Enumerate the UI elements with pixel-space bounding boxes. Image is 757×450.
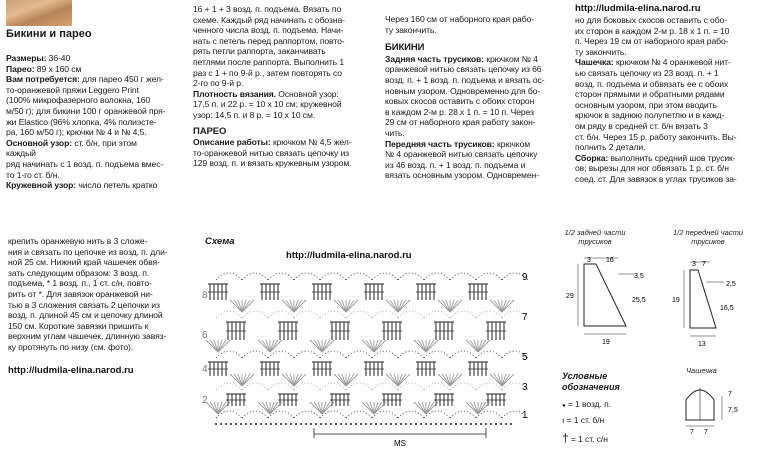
foundation-chain [230,423,232,425]
foundation-chain [460,423,462,425]
fan-stitch [262,340,270,352]
base-line: то 1-го ст. б/н. [6,169,60,180]
chart-marks [206,273,528,425]
foundation-chain [325,423,327,425]
foundation-chain [465,423,467,425]
front-dim: 19 [672,297,680,304]
need-line: для парео 450 г жел- [82,74,164,85]
back-dim: 19 [602,339,610,346]
foundation-chain [345,423,347,425]
bl-line: ной 25 см. Нижний край чашечек обвя- [8,257,160,268]
chain-arch [476,383,502,390]
back-part-label: Задняя часть трусиков: [385,53,485,64]
chain-arch [294,311,320,318]
row-number-7: 7 [522,312,528,323]
back-line: крючком № 4 [486,53,538,64]
chain-arch [320,383,346,390]
row-number-3: 3 [522,382,528,393]
foundation-chain [250,423,252,425]
column-2 [193,4,378,169]
col2-line: рять петли раппорта, заканчивать [193,46,326,57]
foundation-chain [260,423,262,425]
chain-arch [450,411,476,418]
front-piece-shape [690,270,716,328]
foundation-chain [330,423,332,425]
foundation-chain [310,423,312,425]
foundation-chain [295,423,297,425]
chain-arch [372,311,398,318]
chain-arch [294,411,320,418]
site-url-bottom: http://ludmila-elina.narod.ru [8,365,134,376]
back-line: чить. [385,127,405,138]
row-number-6: 6 [202,330,208,341]
lace-pattern-label: Кружевной узор: [6,180,77,191]
chain-arch [242,311,268,318]
fan-stitch [390,374,398,386]
col2-line: 16 + 1 + 3 возд. п. подъема. Вязать по [193,4,342,14]
chain-arch [398,383,424,390]
chain-arch [294,383,320,390]
row-number-8: 8 [202,290,208,301]
foundation-chain [305,423,307,425]
chain-arch [372,383,398,390]
col4-line: но для боковых скосов оставить с обо- [575,15,727,25]
foundation-chain [430,423,432,425]
foundation-chain [280,423,282,425]
foundation-chain [420,423,422,425]
chain-arch [398,311,424,318]
fan-stitch [442,300,450,312]
row-number-2: 2 [202,395,208,406]
cup-label: Чашечка: [575,57,614,68]
fan-stitch [338,374,346,386]
foundation-chain [255,423,257,425]
legend-item [562,397,611,413]
foundation-chain [350,423,352,425]
sizes-label: Размеры: [6,53,47,63]
chain-arch [450,311,476,318]
foundation-chain [370,423,372,425]
foundation-chain [475,423,477,425]
density-line: узор: 14,5 п. и 8 р. = 10 х 10 см. [193,109,316,120]
need-line: ра, 160 м/50 г); крючки № 4 и № 4,5. [6,127,147,138]
cup-line: основным узором, при этом вводить [575,99,717,110]
col2-line: раз с 1 + по 9-й р., затем повторять со [193,67,342,78]
chain-arch [216,383,242,390]
col2-line: схеме. Каждый ряд начинать с обозна- [193,14,345,25]
bl-line: возд. п. длиной 45 см и цепочку длиной [8,310,163,321]
chain-arch [346,311,372,318]
cup-dim: 7 [690,429,694,436]
foundation-chain [335,423,337,425]
fan-stitch [286,300,294,312]
foundation-chain [320,423,322,425]
need-line: (100% микрофазерного волокна, 160 [6,95,151,106]
page-title: Бикини и парео [6,28,92,40]
front-schematic [668,250,756,350]
foundation-chain [395,423,397,425]
col3-line: Через 160 см от наборного края рабо- [385,14,534,24]
chain-arch [398,411,424,418]
bl-line: рить от *. Для завязок оранжевой ни- [8,288,153,299]
legend-item [562,431,611,446]
cup-line: ом ряду в средней ст. б/н вязать 3 [575,120,708,131]
chain-arch [424,383,450,390]
foundation-chain [225,423,227,425]
legend-title [562,371,620,393]
chain-arch [450,273,476,280]
assembly-line: соед. ст. Для завязок в углах трусиков за- [575,173,737,184]
front-line: вязать основным узором. Одновремен- [385,170,539,181]
bl-line: крепить оранжевую нить в 3 сложе- [8,236,148,246]
sizes-value: 36-40 [48,53,71,63]
foundation-chain [470,423,472,425]
foundation-chain [265,423,267,425]
col4-line: п. Через 19 см от наборного края рабо- [575,36,729,47]
back-dim: 29 [566,293,574,300]
base-line: ряд начинать с 1 возд. п. подъема вмес- [6,158,164,169]
chain-arch [320,273,346,280]
foundation-chain [380,423,382,425]
need-line: то-оранжевой пряжи Leggero Print [6,84,139,95]
cup-line: сторон прямыми и обратными рядами [575,89,725,100]
foundation-chain [360,423,362,425]
density-line: 17,5 п. и 22 р. = 10 х 10 см; кружевной [193,99,342,110]
column-1 [6,53,168,191]
fan-stitch [470,340,478,352]
chain-arch [242,273,268,280]
chain-arch [268,351,294,358]
pareo-label: Парео: [6,63,35,74]
chain-arch [294,351,320,358]
model-photo [6,0,72,26]
front-line: из 46 возд. п. + 1 возд. п. подъема и [385,159,526,170]
chain-arch [450,383,476,390]
repeat-label: MS [394,439,406,448]
lace-line: число петель кратко [78,180,158,191]
foundation-chain [355,423,357,425]
front-line: № 4 оранжевой нитью связать цепочку [385,149,538,160]
base-pattern-label: Основной узор: [6,137,72,148]
pareo-value: 89 х 160 см [36,63,82,74]
foundation-chain [290,423,292,425]
legend-sc-text: = 1 ст. б/н [566,415,605,425]
cup-line: крючок в заднюю полупетлю и в кажд- [575,110,725,121]
front-dim: 13 [698,341,706,348]
cup-dim: 7 [728,391,732,398]
foundation-chain [495,423,497,425]
foundation-chain [315,423,317,425]
column-4 [575,15,755,185]
cup-line: крючком № 4 оранжевой нит- [615,57,731,68]
back-line: возд. п. + 1 возд. п. подъема и вязать ос- [385,74,545,85]
foundation-chain [340,423,342,425]
fan-stitch [494,300,502,312]
base-line: ст. б/н, при этом каждый [6,137,137,159]
col3-line: ту закончить. [385,24,437,35]
foundation-chain [450,423,452,425]
density-label: Плотность вязания. [193,88,276,99]
fan-stitch [314,402,322,414]
work-line: крючком № 4,5 жел- [272,137,352,148]
bl-line: подъема, * 1 возд. п., 1 ст. с/н, повто- [8,278,152,289]
legend-items [562,397,611,446]
cup-schematic-title: Чашечка [686,366,717,375]
chain-arch [320,311,346,318]
chain-arch [424,273,450,280]
legend-dc-symbol: † [562,431,569,445]
back-line: 29 см от наборного края работу закон- [385,117,536,128]
assembly-line: ов; вырезы для ног обвязать 1 р. ст. б/н [575,163,729,174]
site-url-top: http://ludmila-elina.narod.ru [575,3,701,14]
foundation-chain [415,423,417,425]
foundation-chain [245,423,247,425]
fan-stitch [494,374,502,386]
fan-stitch [418,340,426,352]
legend-item [562,413,611,427]
front-dim: 7 [702,261,706,268]
pareo-heading: ПАРЕО [193,125,227,137]
chain-arch [476,273,502,280]
chain-arch [424,311,450,318]
bl-line: ку протянуть по низу (см. фото). [8,341,134,352]
chain-arch [216,311,242,318]
foundation-chain [405,423,407,425]
foundation-chain [445,423,447,425]
row-number-1: 1 [522,410,528,421]
front-line: крючком [496,138,531,149]
foundation-chain [385,423,387,425]
chart-title: Схема [205,236,235,247]
fan-stitch [338,300,346,312]
chain-arch [268,311,294,318]
back-piece-shape [584,264,626,326]
back-dim: 25,5 [632,297,646,304]
bl-line: 150 см. Короткие завязки пришить к [8,320,149,331]
front-dim: 2,5 [726,281,736,288]
chain-arch [242,383,268,390]
chain-arch [216,273,242,280]
density-line: Основной узор: [278,88,339,99]
chain-arch [450,351,476,358]
front-part-label: Передняя часть трусиков: [385,138,495,149]
foundation-chain [455,423,457,425]
back-line: ковых скосов оставить с обоих сторон [385,96,535,107]
col4-line: ту закончить. [575,46,627,57]
legend-sc-symbol: ı [562,415,565,425]
legend-title-line2: обозначения [562,382,620,392]
foundation-chain [240,423,242,425]
legend-chain-text: = 1 возд. п. [567,399,611,409]
chain-arch [242,411,268,418]
foundation-chain [400,423,402,425]
back-dim: 3 [587,257,591,264]
back-dim: 16 [606,257,614,264]
foundation-chain [390,423,392,425]
legend-chain-symbol: ● [562,403,566,409]
back-dim: 3,5 [634,273,644,280]
row-number-4: 4 [202,364,208,375]
front-dim: 16,5 [720,305,734,312]
fan-stitch [210,402,218,414]
chain-arch [320,351,346,358]
cup-schematic [678,376,756,446]
foundation-chain [300,423,302,425]
fan-stitch [262,402,270,414]
chain-arch [476,311,502,318]
row-number-5: 5 [522,352,528,363]
foundation-chain [375,423,377,425]
need-line: жи Elastico (96% хлопка, 4% полиэсте- [6,116,157,127]
site-url-chart: http://ludmila-elina.narod.ru [286,250,412,261]
chain-arch [346,411,372,418]
fan-stitch [418,402,426,414]
foundation-chain [505,423,507,425]
work-line: то-оранжевой нитью связать цепочку из [193,147,349,158]
foundation-chain [485,423,487,425]
chain-arch [346,383,372,390]
column-3 [385,14,563,181]
chain-arch [346,351,372,358]
fan-stitch [470,402,478,414]
fan-stitch [390,300,398,312]
back-line: оранжевой нитью связать цепочку из 66 [385,64,542,75]
legend-title-line1: Условные [562,371,608,381]
chain-arch [346,273,372,280]
front-dim: 3 [692,261,696,268]
need-line: м/50 г); для бикини 100 г оранжевой пря- [6,105,166,116]
bl-line: зать следующим образом: 3 возд. п. [8,267,150,278]
chain-arch [398,351,424,358]
col2-line: 2-го по 9-й р. [193,78,244,89]
cup-line: полнить 2 детали. [575,142,646,153]
foundation-chain [500,423,502,425]
work-line: 129 возд. п. и вязать кружевным узором. [193,158,352,169]
cup-line: ью связать цепочку из 23 возд. п. + 1 [575,67,719,78]
chain-arch [268,383,294,390]
crochet-chart [196,258,536,448]
foundation-chain [365,423,367,425]
fan-stitch [366,402,374,414]
bl-line: верхним углам чашечек, длинную завяз- [8,331,167,342]
chain-arch [242,351,268,358]
foundation-chain [425,423,427,425]
cup-dim: 7,5 [728,407,738,414]
assembly-label: Сборка: [575,152,609,163]
chain-arch [398,273,424,280]
chain-arch [424,351,450,358]
foundation-chain [490,423,492,425]
back-schematic [562,250,660,355]
fan-stitch [314,340,322,352]
work-label: Описание работы: [193,137,271,148]
back-line: новным узором. Одновременно для бо- [385,85,541,96]
col2-line: ченного числа возд. п. подъема. Начи- [193,25,344,36]
bottom-left-text [8,236,193,353]
foundation-chain [215,423,217,425]
foundation-chain [235,423,237,425]
fan-stitch [234,300,242,312]
back-schematic-title: 1/2 задней части трусиков [564,228,626,246]
chain-arch [294,273,320,280]
fan-stitch [234,374,242,386]
fan-stitch [286,374,294,386]
foundation-chain [285,423,287,425]
fan-stitch [366,340,374,352]
front-schematic-title: 1/2 передней части трусиков [673,228,743,246]
row-number-9: 9 [522,272,528,283]
col2-line: нать с петель перед раппортом, повто- [193,35,345,46]
col2-line: петлями после раппорта. Выполнить 1 [193,56,344,67]
legend-dc-text: = 1 ст. с/н [570,434,608,444]
need-label: Вам потребуется: [6,74,80,85]
chain-arch [216,351,242,358]
foundation-chain [275,423,277,425]
foundation-chain [510,423,512,425]
foundation-chain [270,423,272,425]
fan-stitch [210,340,218,352]
chain-arch [268,273,294,280]
cup-line: ст. б/н. Через 15 р. работу закончить. Вы- [575,131,737,142]
foundation-chain [410,423,412,425]
assembly-line: выполнить средний шов трусик- [610,152,736,163]
foundation-chain [480,423,482,425]
chain-arch [372,273,398,280]
bl-line: ния и связать по цепочке из возд. п. дли- [8,246,168,257]
cup-dim: 7 [704,429,708,436]
col4-line: их сторон в каждом 2-м р. 18 х 1 п. = 10 [575,25,730,36]
bl-line: тью в 3 сложения связать 2 цепочки из [8,299,160,310]
cup-line: возд. п. подъема и обвязать ее с обоих [575,78,729,89]
fan-stitch [442,374,450,386]
chain-arch [476,351,502,358]
foundation-chain [440,423,442,425]
chain-arch [372,351,398,358]
foundation-chain [220,423,222,425]
bikini-heading: БИКИНИ [385,42,425,54]
foundation-chain [435,423,437,425]
back-line: в каждом 2-м р. 28 х 1 п. = 10 п. Через [385,106,534,117]
